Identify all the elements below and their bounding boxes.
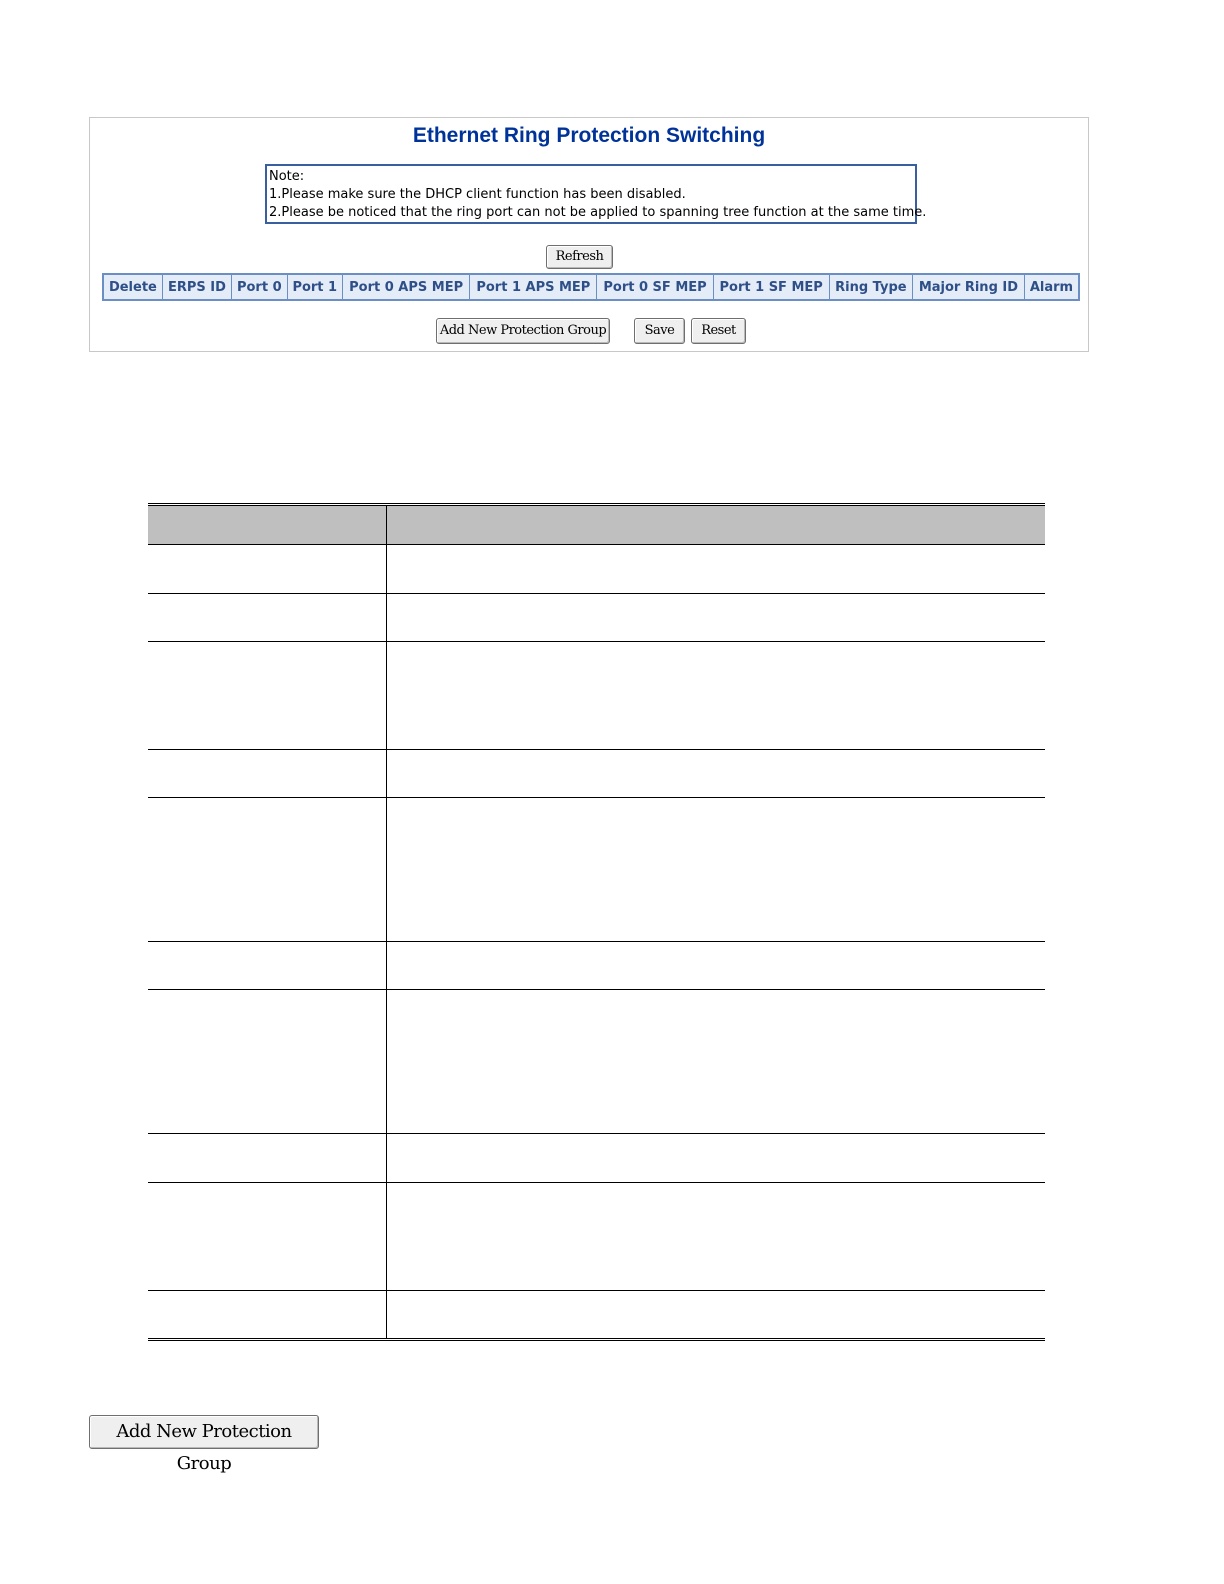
note-line-2: 2.Please be noticed that the ring port can not be applied to spanning tree function at the same time. (269, 205, 927, 220)
col-ring-type: Ring Type (829, 275, 912, 299)
page-title: Ethernet Ring Protection Switching (412, 124, 766, 147)
note-box (265, 164, 927, 224)
col-port-1: Port 1 (287, 275, 342, 299)
table-cell (387, 1134, 1045, 1182)
description-header-object (148, 506, 387, 544)
col-major-ring-id: Major Ring ID (912, 275, 1024, 299)
table-cell (387, 798, 1045, 941)
table-row (148, 941, 1045, 989)
reset-button[interactable]: Reset (691, 318, 746, 344)
col-port-1-sf-mep: Port 1 SF MEP (713, 275, 829, 299)
save-button[interactable]: Save (634, 318, 685, 344)
table-cell (148, 1183, 387, 1290)
refresh-button[interactable]: Refresh (546, 245, 613, 269)
col-delete: Delete (104, 275, 162, 299)
table-row (148, 641, 1045, 749)
table-cell (148, 750, 387, 797)
table-row (148, 1182, 1045, 1290)
table-cell (387, 942, 1045, 989)
table-cell (148, 990, 387, 1133)
table-cell (387, 545, 1045, 593)
col-port-1-aps-mep: Port 1 APS MEP (469, 275, 596, 299)
col-port-0: Port 0 (231, 275, 286, 299)
table-cell (387, 1291, 1045, 1338)
erps-panel (89, 117, 1089, 352)
description-table-header (148, 506, 1045, 544)
table-row (148, 544, 1045, 593)
table-cell (148, 1291, 387, 1338)
table-cell (387, 594, 1045, 641)
description-table (148, 503, 1045, 1341)
add-new-protection-group-button[interactable]: Add New Protection Group (436, 318, 610, 344)
table-row (148, 989, 1045, 1133)
erps-table-header-row (104, 275, 1078, 299)
col-port-0-aps-mep: Port 0 APS MEP (342, 275, 469, 299)
erps-table (102, 273, 1080, 301)
note-heading: Note: (269, 169, 305, 184)
note-line-1: 1.Please make sure the DHCP client function has been disabled. (269, 187, 686, 202)
table-cell (387, 642, 1045, 749)
col-alarm: Alarm (1024, 275, 1078, 299)
table-row (148, 593, 1045, 641)
table-cell (148, 798, 387, 941)
table-row (148, 797, 1045, 941)
col-erps-id: ERPS ID (162, 275, 231, 299)
add-new-protection-group-button-large[interactable]: Add New Protection Group (89, 1415, 319, 1449)
table-cell (148, 942, 387, 989)
table-row (148, 1290, 1045, 1338)
table-cell (148, 545, 387, 593)
table-cell (148, 1134, 387, 1182)
table-cell (148, 594, 387, 641)
description-header-description (387, 506, 1045, 544)
table-cell (148, 642, 387, 749)
table-cell (387, 1183, 1045, 1290)
table-cell (387, 750, 1045, 797)
table-row (148, 1133, 1045, 1182)
table-cell (387, 990, 1045, 1133)
col-port-0-sf-mep: Port 0 SF MEP (596, 275, 712, 299)
table-row (148, 749, 1045, 797)
